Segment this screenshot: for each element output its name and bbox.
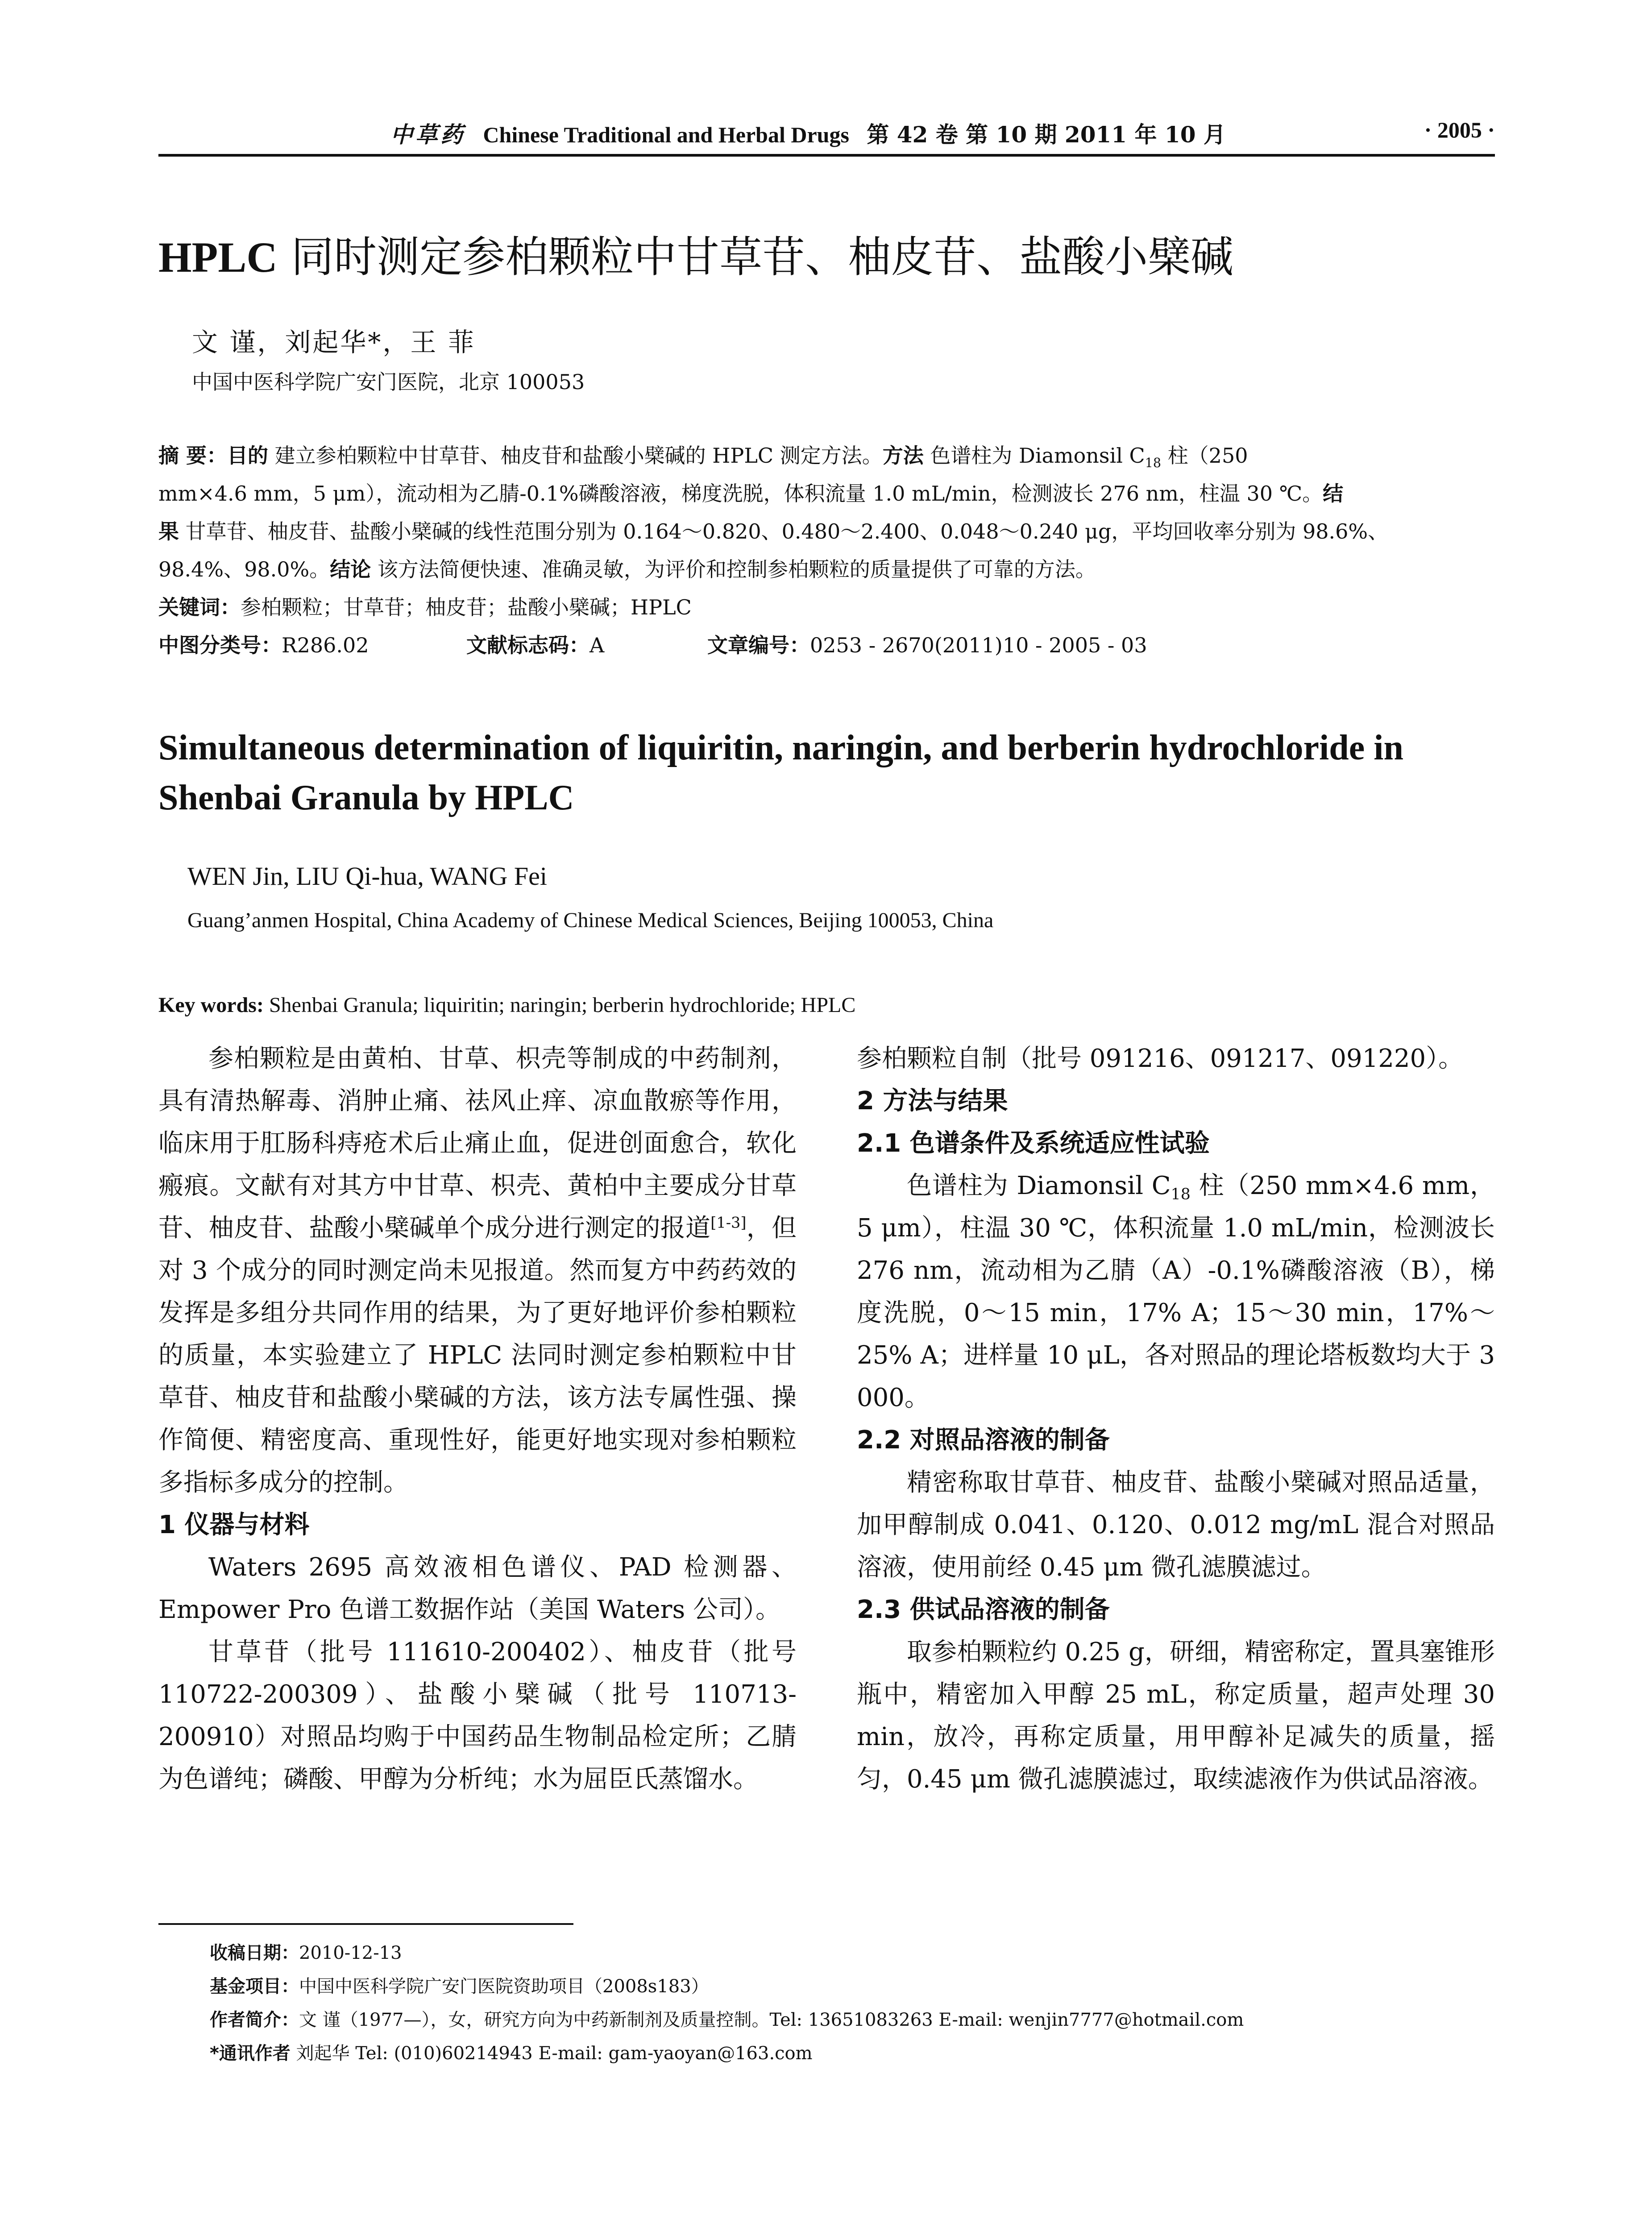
conclusion-label: 结论 [330,557,371,581]
abstract-text: 色谱柱为 Diamonsil C [923,444,1145,468]
abstract-text: 甘草苷、柚皮苷、盐酸小檗碱的线性范围分别为 0.164～0.820、0.480～2.400、0.048～0.240 μg，平均回收率分别为 98.6%、 [179,519,1389,543]
authors-cn: 文 谨，刘起华*，王 菲 [192,327,476,357]
abstract-label: 摘 要：目的 [158,444,269,468]
affiliation-cn: 中国中医科学院广安门医院，北京 100053 [192,370,585,394]
authors-en: WEN Jin, LIU Qi-hua, WANG Fei [187,862,547,891]
title-cn [158,223,1233,284]
keywords-label: 关键词： [158,595,241,619]
affiliation-en: Guang’anmen Hospital, China Academy of Chinese Medical Sciences, Beijing 100053, China [187,908,994,932]
footnote-text: 文 谨（1977—），女，研究方向为中药新制剂及质量控制。Tel: 13651083263 E-mail: wenjin7777@hotmail.com [299,2010,1244,2030]
doc-code: A [589,633,605,657]
paragraph: 精密称取甘草苷、柚皮苷、盐酸小檗碱对照品适量，加甲醇制成 0.041、0.120、0.012 mg/mL 混合对照品溶液，使用前经 0.45 μm 微孔滤膜滤过。 [857,1468,1495,1582]
footnote-text: 刘起华 Tel: (010)60214943 E-mail: gam-yaoyan@163.com [290,2043,813,2064]
abstract-line [158,511,1495,552]
results-label: 果 [158,519,179,543]
footnote-bio [210,2006,1244,2031]
body-left-column [158,1037,797,1800]
paragraph: 参柏颗粒自制（批号 091216、091217、091220）。 [857,1044,1464,1073]
footnote-text: 中国中医科学院广安门医院资助项目（2008s183） [299,1976,709,1997]
paragraph [857,1165,1495,1419]
abstract-line [158,473,1495,514]
footnote-label: 作者简介： [210,2010,299,2030]
footnote-label: *通讯作者 [210,2043,291,2064]
subsection-heading: 2.3 供试品溶液的制备 [857,1595,1110,1624]
paragraph-text: ，但对 3 个成分的同时测定尚未见报道。然而复方中药药效的发挥是多组分共同作用的结果，为了更好地评价参柏颗粒的质量，本实验建立了 HPLC 法同时测定参柏颗粒中甘草苷、柚皮苷和盐酸小檗碱的方法，该方法专属性强、操作简便、精密度高、重现性好，能更好地实现对参柏颗粒多指标多成分的控制。 [158,1214,797,1497]
paragraph-text: 参柏颗粒是由黄柏、甘草、枳壳等制成的中药制剂，具有清热解毒、消肿止痛、祛风止痒、凉血散瘀等作用，临床用于肛肠科痔疮术后止痛止血，促进创面愈合，软化瘢痕。文献有对其方中甘草、枳壳、黄柏中主要成分甘草苷、柚皮苷、盐酸小檗碱单个成分进行测定的报道 [158,1044,797,1243]
subscript: 18 [1171,1186,1191,1204]
abstract-text: mm×4.6 mm，5 μm），流动相为乙腈-0.1%磷酸溶液，梯度洗脱，体积流量 1.0 mL/min，检测波长 276 nm，柱温 30 ℃。 [158,481,1323,506]
keywords-text: 参柏颗粒；甘草苷；柚皮苷；盐酸小檗碱；HPLC [241,595,692,619]
paragraph [158,1037,797,1504]
classification-line [158,625,1495,666]
footnote-fund [210,1972,709,1998]
abstract-text: 该方法简便快速、准确灵敏，为评价和控制参柏颗粒的质量提供了可靠的方法。 [371,557,1096,581]
body-right-column [857,1037,1495,1800]
doc-code-label: 文献标志码： [466,633,589,657]
section-heading: 1 仪器与材料 [158,1510,310,1539]
title-cn-prefix: HPLC [158,233,278,281]
paragraph-text: 柱（250 mm×4.6 mm，5 μm），柱温 30 ℃，体积流量 1.0 mL/min，检测波长 276 nm，流动相为乙腈（A）-0.1%磷酸溶液（B），梯度洗脱，0～15 min，17% A；15～30 min，17%～25% A；进样量 10 μL，各对照品的理论塔板数均大于 3 000。 [857,1171,1495,1412]
paragraph-text: 色谱柱为 Diamonsil C [907,1171,1171,1200]
subsection-heading: 2.2 对照品溶液的制备 [857,1426,1110,1455]
keywords-en-text: Shenbai Granula; liquiritin; naringin; berberin hydrochloride; HPLC [263,993,856,1017]
results-label: 结 [1323,481,1344,506]
title-cn-rest: 同时测定参柏颗粒中甘草苷、柚皮苷、盐酸小檗碱 [277,232,1234,282]
abstract-text: 98.4%、98.0%。 [158,557,330,581]
abstract-line [158,549,1495,590]
footnote-label: 基金项目： [210,1976,299,1997]
abstract-text: 柱（250 [1161,444,1248,468]
subsection-heading: 2.1 色谱条件及系统适应性试验 [857,1129,1210,1158]
section-heading: 2 方法与结果 [857,1086,1008,1116]
keywords-en-label: Key words: [158,993,264,1017]
page-number: · 2005 · [1424,117,1495,142]
subscript: 18 [1145,456,1162,471]
keywords-en [158,993,855,1017]
journal-name-en: Chinese Traditional and Herbal Drugs [483,122,849,147]
title-en: Simultaneous determination of liquiritin, naringin, and berberin hydrochloride in Shenbai Granula by HPLC [158,728,1403,817]
header-rule [158,154,1495,157]
abstract-text: 建立参柏颗粒中甘草苷、柚皮苷和盐酸小檗碱的 HPLC 测定方法。 [268,444,883,468]
methods-label: 方法 [882,444,924,468]
footnote-received [210,1939,402,1964]
paragraph: 甘草苷（批号 111610-200402）、柚皮苷（批号 110722-200309）、盐酸小檗碱（批号 110713-200910）对照品均购于中国药品生物制品检定所；乙腈为色谱纯；磷酸、甲醇为分析纯；水为屈臣氏蒸馏水。 [158,1638,797,1794]
footnote-text: 2010-12-13 [299,1943,402,1963]
article-no: 0253 - 2670(2011)10 - 2005 - 03 [810,633,1147,657]
keywords-cn [158,587,1495,628]
abstract-line [158,435,1495,476]
footnote-rule [158,1923,573,1925]
journal-name-cn: 中草药 [390,121,465,148]
running-header [158,117,1495,157]
paragraph: Waters 2695 高效液相色谱仪、PAD 检测器、Empower Pro 色谱工数据作站（美国 Waters 公司）。 [158,1553,797,1624]
paragraph: 取参柏颗粒约 0.25 g，研细，精密称定，置具塞锥形瓶中，精密加入甲醇 25 mL，称定质量，超声处理 30 min，放冷，再称定质量，用甲醇补足减失的质量，摇匀，0.45 μm 微孔滤膜滤过，取续滤液作为供试品溶液。 [857,1638,1495,1794]
clc-label: 中图分类号： [158,633,282,657]
issue-info: 第 42 卷 第 10 期 2011 年 10 月 [867,121,1226,148]
citation: [1-3] [710,1214,747,1232]
footnote-corresponding [210,2039,813,2065]
article-no-label: 文章编号： [707,633,810,657]
clc-code: R286.02 [282,633,369,657]
footnote-label: 收稿日期： [210,1943,299,1963]
